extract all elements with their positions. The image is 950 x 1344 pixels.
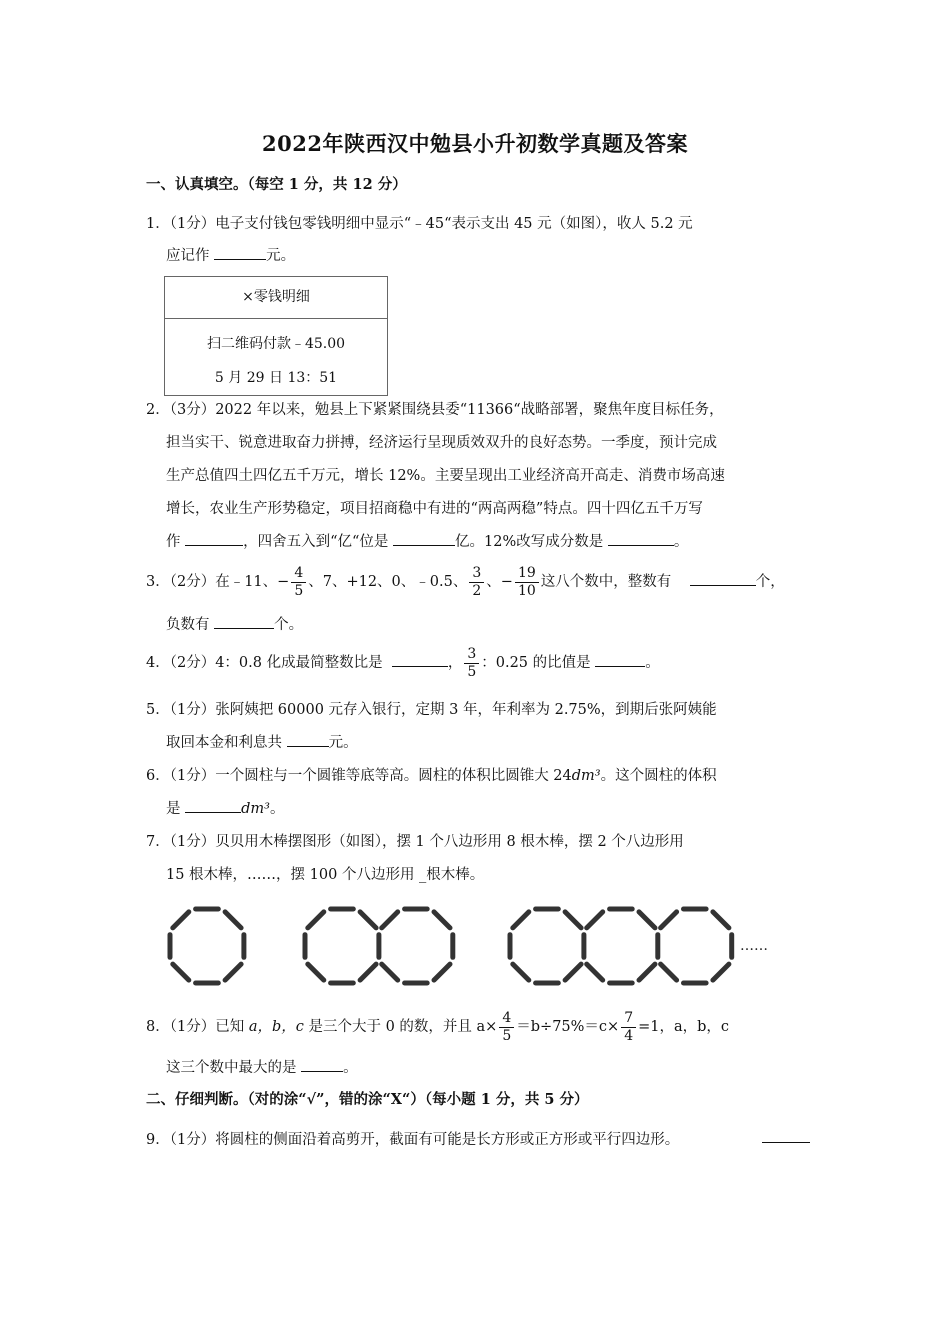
q3-line1: 3．（2分）在﹣11、− $\frac{4}{5}$ 、7、+12、0、﹣0.5、 $\frac{3}{2}$ 、− $\frac{19}{10}$ 这八个数中，整数有 个，: [146, 564, 785, 599]
wooden-stick: [360, 964, 376, 980]
wooden-stick: [225, 964, 241, 980]
page-title: 2022年陕西汉中勉县小升初数学真题及答案: [262, 131, 688, 156]
q4-blank-1[interactable]: [392, 652, 448, 667]
q2-line4: 增长，农业生产形势稳定，项目招商稳中有进的“两高两稳”特点。四十四亿五千万写: [166, 501, 703, 517]
wooden-stick: [225, 912, 241, 928]
q8-blank[interactable]: [301, 1057, 343, 1072]
wooden-stick: [382, 964, 398, 980]
q5-blank[interactable]: [287, 732, 329, 747]
wooden-stick: [513, 964, 529, 980]
octagon-sticks-figure: [160, 900, 780, 992]
fraction-4-5: $\frac{4}{5}$: [291, 565, 306, 600]
q3-line2: 负数有 个。: [166, 613, 303, 634]
q7-line2: 15 根木棒，……，摆 100 个八边形用 _根木棒。: [166, 867, 485, 883]
wooden-stick: [713, 912, 729, 928]
wooden-stick: [173, 964, 189, 980]
wallet-detail-box: [164, 276, 388, 396]
q2-blank-3[interactable]: [608, 531, 674, 546]
q3-blank-1[interactable]: [690, 571, 756, 586]
q2-line1: 2．（3分）2022 年以来，勉县上下紧紧围绕县委“11366“战略部署，聚焦年度目标任务，: [146, 402, 724, 418]
q9-line: 9．（1分）将圆柱的侧面沿着高剪开，截面有可能是长方形或正方形或平行四边形。: [146, 1132, 680, 1148]
section-2-heading: 二、仔细判断。（对的涂“√”，错的涂“X“）（每小题 1 分，共 5 分）: [146, 1091, 589, 1108]
q2-line5: 作 ，四舍五入到“亿“位是 亿。12%改写成分数是 。: [166, 530, 688, 551]
q2-blank-1[interactable]: [185, 531, 243, 546]
wooden-stick: [661, 912, 677, 928]
q1-blank[interactable]: [214, 245, 266, 260]
q4-line1: 4．（2分）4：0.8 化成最简整数比是 ， $\frac{3}{5}$ ：0.25 的比值是 。: [146, 645, 660, 680]
q2-line3: 生产总值四土四亿五千万元，增长 12%。主要呈现出工业经济高开高走、消费市场高速: [166, 468, 725, 484]
q9-blank[interactable]: [762, 1142, 810, 1143]
q1-line2: 应记作 元。: [166, 244, 295, 265]
fraction-7-4: $\frac{7}{4}$: [621, 1010, 636, 1045]
section-1-heading: 一、认真填空。（每空 1 分，共 12 分）: [146, 176, 407, 193]
wallet-detail-row1: 扫二维码付款﹣45.00: [206, 336, 346, 352]
fraction-3-5: $\frac{3}{5}$: [464, 646, 479, 681]
q8-line1: 8．（1分）已知 a，b，c 是三个大于 0 的数，并且 a× $\frac{4}{5}$ ＝b÷75%＝c× $\frac{7}{4}$ =1，a，b，c: [146, 1009, 730, 1044]
q5-line1: 5．（1分）张阿姨把 60000 元存入银行，定期 3 年，年利率为 2.75%，到期后张阿姨能: [146, 702, 717, 718]
wooden-stick: [587, 912, 603, 928]
q6-blank[interactable]: [185, 798, 241, 813]
wooden-stick: [434, 912, 450, 928]
wooden-stick: [360, 912, 376, 928]
wooden-stick: [308, 912, 324, 928]
wooden-stick: [639, 964, 655, 980]
q6-line1: 6．（1分）一个圆柱与一个圆锥等底等高。圆柱的体积比圆锥大 24dm³。这个圆柱的体积: [146, 768, 717, 784]
wooden-stick: [173, 912, 189, 928]
wallet-detail-header: ×零钱明细: [165, 277, 387, 319]
q4-blank-2[interactable]: [595, 652, 645, 667]
wooden-stick: [565, 912, 581, 928]
fraction-19-10: $\frac{19}{10}$: [515, 565, 539, 600]
wooden-stick: [713, 964, 729, 980]
wooden-stick: [513, 912, 529, 928]
wooden-stick: [382, 912, 398, 928]
fraction-4-5-q8: $\frac{4}{5}$: [499, 1010, 514, 1045]
wooden-stick: [565, 964, 581, 980]
wooden-stick: [639, 912, 655, 928]
figure-ellipsis: ……: [740, 938, 768, 954]
q1-line1: 1．（1分）电子支付钱包零钱明细中显示“﹣45“表示支出 45 元（如图），收人 5.2 元: [146, 216, 693, 232]
q5-line2: 取回本金和利息共 元。: [166, 731, 358, 752]
wooden-stick: [308, 964, 324, 980]
q3-blank-2[interactable]: [214, 614, 274, 629]
q8-line2: 这三个数中最大的是 。: [166, 1056, 358, 1077]
wallet-detail-row2: 5 月 29 日 13：51: [214, 370, 338, 386]
q2-blank-2[interactable]: [393, 531, 455, 546]
q7-line1: 7．（1分）贝贝用木棒摆图形（如图），摆 1 个八边形用 8 根木棒，摆 2 个八边形用: [146, 834, 684, 850]
wooden-stick: [661, 964, 677, 980]
wooden-stick: [587, 964, 603, 980]
fraction-3-2: $\frac{3}{2}$: [469, 565, 484, 600]
q2-line2: 担当实干、锐意进取奋力拼搏，经济运行呈现质效双升的良好态势。一季度，预计完成: [166, 435, 717, 451]
wooden-stick: [434, 964, 450, 980]
q6-line2: 是 dm³。: [166, 797, 284, 818]
